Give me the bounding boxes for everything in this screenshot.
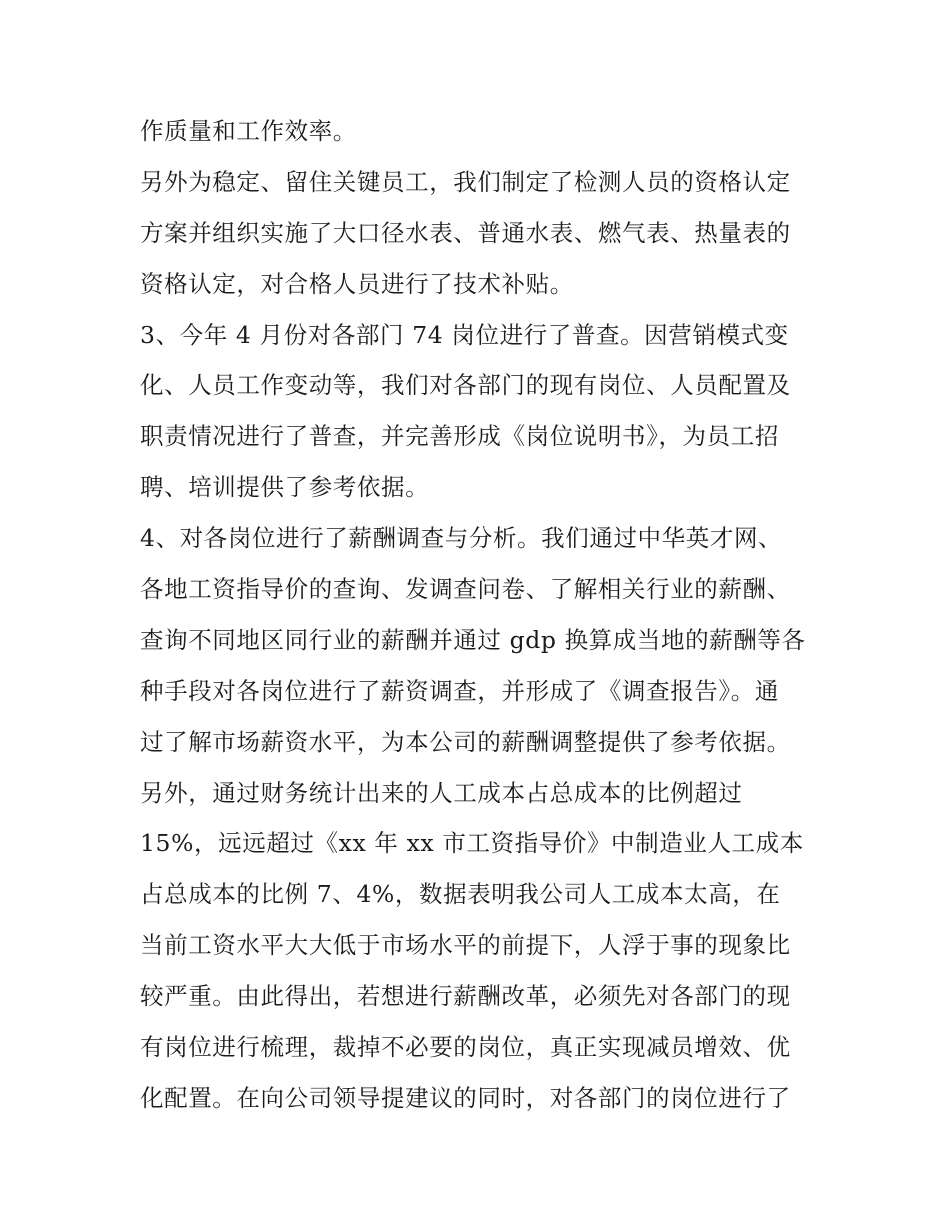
- text-line: 化、人员工作变动等，我们对各部门的现有岗位、人员配置及: [140, 371, 791, 400]
- text-line: 4、对各岗位进行了薪酬调查与分析。我们通过中华英才网、: [140, 524, 783, 553]
- text-line: 种手段对各岗位进行了薪资调查，并形成了《调查报告》。通: [140, 676, 779, 705]
- text-line: 当前工资水平大大低于市场水平的前提下，人浮于事的现象比: [140, 931, 791, 960]
- text-line: 聘、培训提供了参考依据。: [140, 473, 430, 502]
- text-line: 资格认定，对合格人员进行了技术补贴。: [140, 269, 574, 298]
- text-line: 作质量和工作效率。: [140, 117, 357, 145]
- text-line: 职责情况进行了普查，并完善形成《岗位说明书》，为员工招: [140, 422, 779, 451]
- text-line: 有岗位进行梳理，裁掉不必要的岗位，真正实现减员增效、优: [140, 1033, 791, 1062]
- text-line: 各地工资指导价的查询、发调查问卷、了解相关行业的薪酬、: [140, 575, 791, 604]
- text-line: 3、今年 4 月份对各部门 74 岗位进行了普查。因营销模式变: [140, 320, 789, 349]
- text-line: 方案并组织实施了大口径水表、普通水表、燃气表、热量表的: [140, 218, 791, 247]
- text-line: 查询不同地区同行业的薪酬并通过 gdp 换算成当地的薪酬等各: [140, 625, 806, 654]
- text-line: 15%，远远超过《xx 年 xx 市工资指导价》中制造业人工成本: [140, 829, 804, 858]
- text-line: 占总成本的比例 7、4%，数据表明我公司人工成本太高，在: [140, 880, 781, 909]
- text-line: 过了解市场薪资水平，为本公司的薪酬调整提供了参考依据。: [140, 727, 791, 756]
- text-line: 另外为稳定、留住关键员工，我们制定了检测人员的资格认定: [140, 167, 791, 196]
- text-line: 较严重。由此得出，若想进行薪酬改革，必须先对各部门的现: [140, 982, 791, 1011]
- text-line: 化配置。在向公司领导提建议的同时，对各部门的岗位进行了: [140, 1083, 791, 1112]
- text-line: 另外，通过财务统计出来的人工成本占总成本的比例超过: [140, 778, 743, 807]
- body-text: [140, 106, 820, 1124]
